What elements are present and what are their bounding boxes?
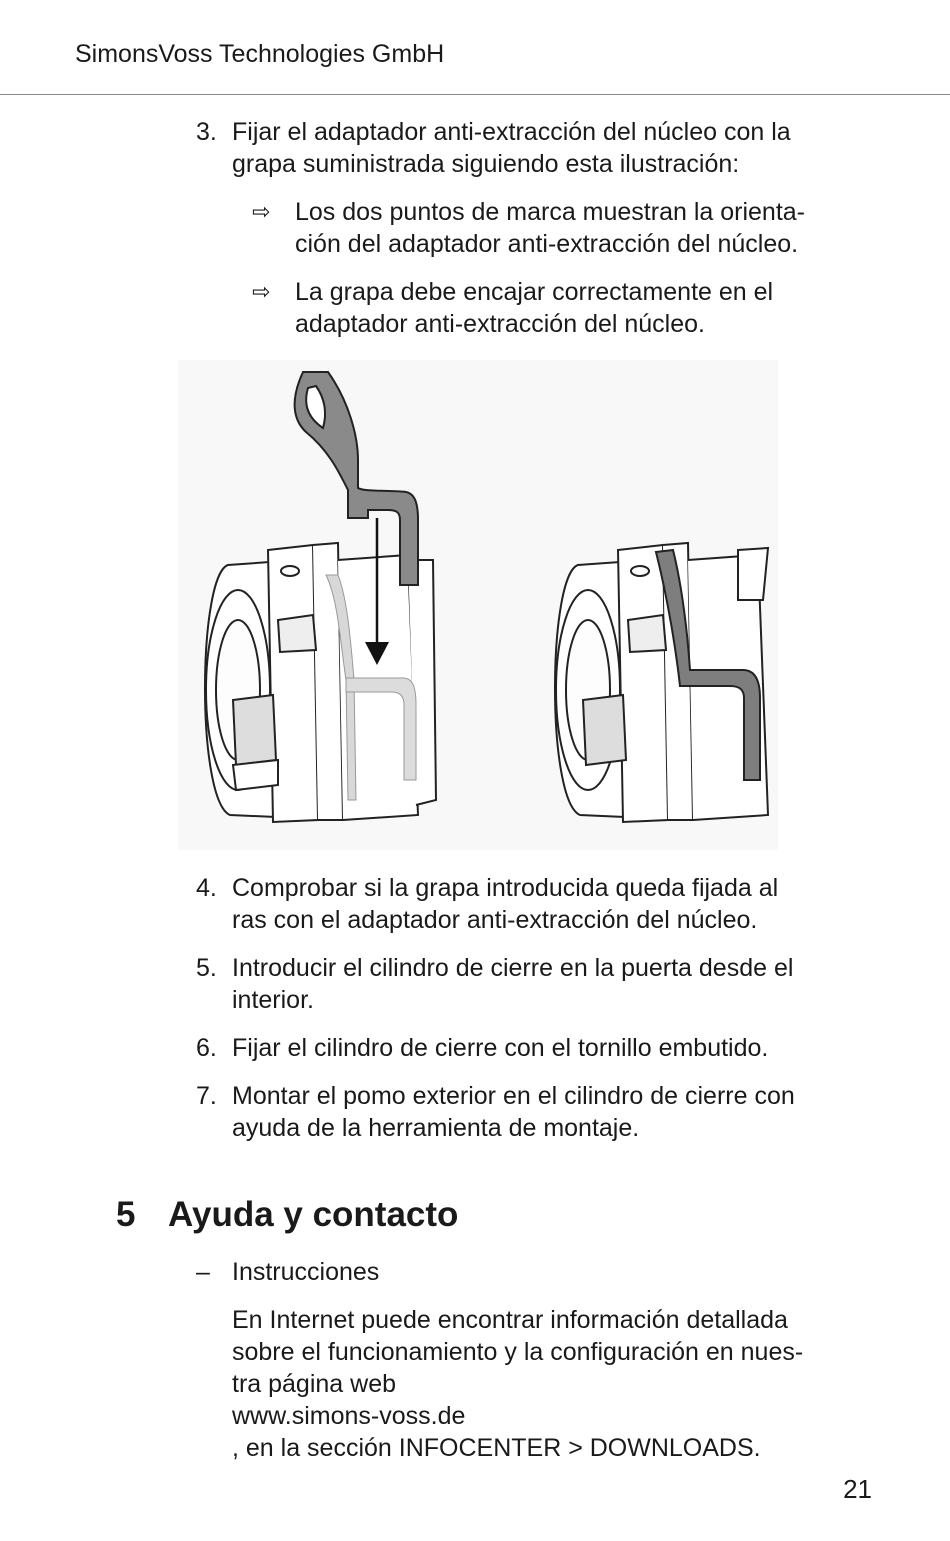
step-4-line-1: Comprobar si la grapa introducida queda fijada al	[232, 874, 779, 902]
running-header: SimonsVoss Technologies GmbH	[75, 40, 445, 68]
step-4-number: 4.	[196, 874, 217, 902]
section-heading	[116, 1195, 458, 1235]
section-text-line-5: , en la sección INFOCENTER > DOWNLOADS.	[232, 1434, 761, 1462]
result-1-line-2: ción del adaptador anti-extracción del núcleo.	[295, 230, 799, 258]
step-3-line-2: grapa suministrada siguiendo esta ilustración:	[232, 150, 740, 178]
step-3-line-1: Fijar el adaptador anti-extracción del núcleo con la	[232, 118, 791, 146]
section-title: Ayuda y contacto	[168, 1195, 459, 1234]
section-text-line-1: En Internet puede encontrar información detallada	[232, 1306, 788, 1334]
step-7-line-2: ayuda de la herramienta de montaje.	[232, 1114, 640, 1142]
instructions-label: Instrucciones	[232, 1258, 380, 1286]
step-5-number: 5.	[196, 954, 217, 982]
result-arrow-icon: ⇨	[252, 279, 271, 304]
step-6-line-1: Fijar el cilindro de cierre con el tornillo embutido.	[232, 1034, 769, 1062]
clip-mounting-illustration	[178, 360, 778, 850]
step-5-line-2: interior.	[232, 986, 314, 1014]
result-1-line-1: Los dos puntos de marca muestran la orienta-	[295, 198, 805, 226]
website-link[interactable]: www.simons-voss.de	[232, 1402, 466, 1430]
step-4-line-2: ras con el adaptador anti-extracción del núcleo.	[232, 906, 758, 934]
step-7-line-1: Montar el pomo exterior en el cilindro de cierre con	[232, 1082, 795, 1110]
step-3-number: 3.	[196, 118, 217, 146]
list-dash: –	[196, 1258, 210, 1286]
result-arrow-icon: ⇨	[252, 199, 271, 224]
result-2-line-2: adaptador anti-extracción del núcleo.	[295, 310, 705, 338]
step-7-number: 7.	[196, 1082, 217, 1110]
header-divider	[0, 94, 950, 95]
section-text-line-3: tra página web	[232, 1370, 397, 1398]
section-text-line-2: sobre el funcionamiento y la configuración en nues-	[232, 1338, 804, 1366]
step-5-line-1: Introducir el cilindro de cierre en la puerta desde el	[232, 954, 794, 982]
page-number: 21	[843, 1474, 872, 1504]
step-6-number: 6.	[196, 1034, 217, 1062]
section-number: 5	[116, 1195, 136, 1234]
result-2-line-1: La grapa debe encajar correctamente en el	[295, 278, 774, 306]
